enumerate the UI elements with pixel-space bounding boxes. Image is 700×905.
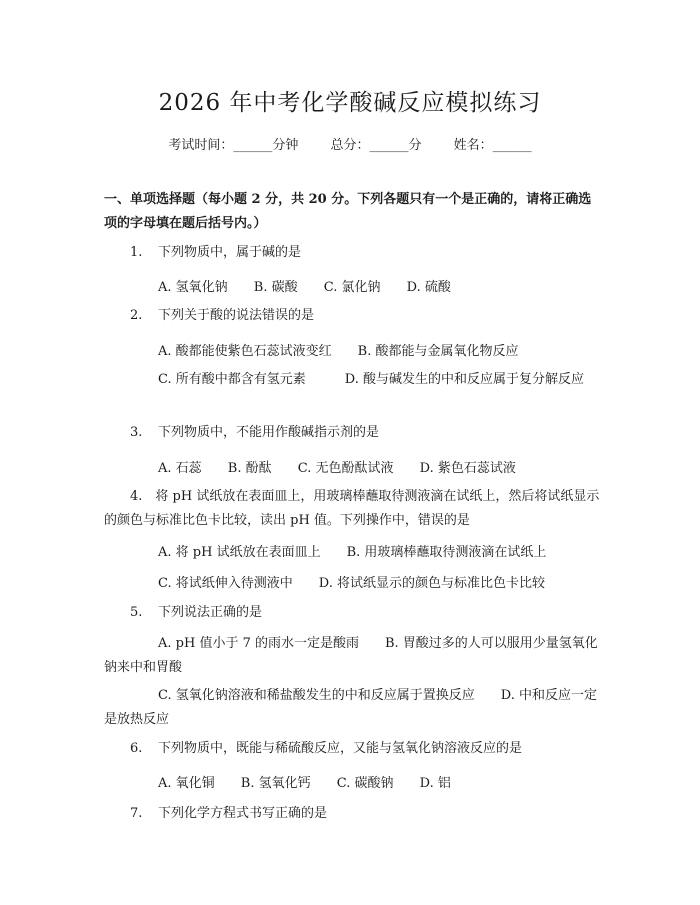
question-2-options-line-2: C. 所有酸中都含有氢元素 D. 酸与碱发生的中和反应属于复分解反应 <box>158 372 584 387</box>
question-4: 4. 将 pH 试纸放在表面皿上，用玻璃棒蘸取待测液滴在试纸上，然后将试纸显示的颜色与标准比色卡比较，读出 pH 值。下列操作中，错误的是 <box>104 489 600 528</box>
question-1 <box>130 238 301 268</box>
question-6 <box>130 734 522 764</box>
option-a: A. 氢氧化钠 <box>158 280 228 295</box>
option-a: A. 石蕊 <box>158 461 202 476</box>
question-1-options <box>158 276 473 295</box>
question-number: 5. <box>130 605 143 620</box>
option-a: A. 氧化铜 <box>158 776 215 791</box>
question-text: 下列物质中，不能用作酸碱指示剂的是 <box>158 425 380 440</box>
question-2 <box>130 301 314 331</box>
question-number: 2. <box>130 308 143 323</box>
option-c: C. 无色酚酞试液 <box>297 461 394 476</box>
exam-time-field: 考试时间：______分钟 <box>168 138 299 153</box>
question-text: 下列关于酸的说法错误的是 <box>158 308 315 323</box>
question-text: 下列说法正确的是 <box>158 605 263 620</box>
question-text: 下列化学方程式书写正确的是 <box>158 806 328 821</box>
question-4-options-line-1: A. 将 pH 试纸放在表面皿上 B. 用玻璃棒蘸取待测液滴在试纸上 <box>158 545 547 560</box>
total-score-field: 总分：______分 <box>330 138 422 153</box>
question-2-options-line-1: A. 酸都能使紫色石蕊试液变红 B. 酸都能与金属氧化物反应 <box>158 344 519 359</box>
option-c: C. 氯化钠 <box>323 280 381 295</box>
question-text: 下列物质中，既能与稀硫酸反应，又能与氢氧化钠溶液反应的是 <box>158 741 523 756</box>
question-6-options <box>158 772 473 791</box>
question-number: 1. <box>130 245 143 260</box>
question-4-options-line-2: C. 将试纸伸入待测液中 D. 将试纸显示的颜色与标准比色卡比较 <box>158 576 545 591</box>
option-b: B. 酚酞 <box>227 461 272 476</box>
option-d: D. 硫酸 <box>406 280 451 295</box>
question-text: 下列物质中，属于碱的是 <box>158 245 302 260</box>
option-c: C. 碳酸钠 <box>336 776 394 791</box>
exam-info-line <box>0 134 700 153</box>
section-heading-single-choice: 一、单项选择题（每小题 2 分，共 20 分。下列各题只有一个是正确的，请将正确选项的字母填在题后括号内。） <box>104 192 592 231</box>
question-number: 7. <box>130 806 143 821</box>
question-5-options-line-2: C. 氢氧化钠溶液和稀盐酸发生的中和反应属于置换反应 D. 中和反应一定是放热反应 <box>104 688 597 727</box>
question-5 <box>130 598 262 628</box>
question-number: 6. <box>130 741 143 756</box>
question-3-options <box>158 457 538 476</box>
student-name-field: 姓名：______ <box>453 138 532 153</box>
option-b: B. 氢氧化钙 <box>240 776 311 791</box>
option-b: B. 碳酸 <box>253 280 298 295</box>
option-d: D. 铝 <box>419 776 451 791</box>
question-3 <box>130 418 379 448</box>
option-d: D. 紫色石蕊试液 <box>419 461 516 476</box>
page-title: 2026 年中考化学酸碱反应模拟练习 <box>158 90 542 116</box>
question-5-options-line-1: A. pH 值小于 7 的雨水一定是酸雨 B. 胃酸过多的人可以服用少量氢氧化钠来中和胃酸 <box>104 636 598 675</box>
question-7 <box>130 799 327 829</box>
question-number: 3. <box>130 425 143 440</box>
